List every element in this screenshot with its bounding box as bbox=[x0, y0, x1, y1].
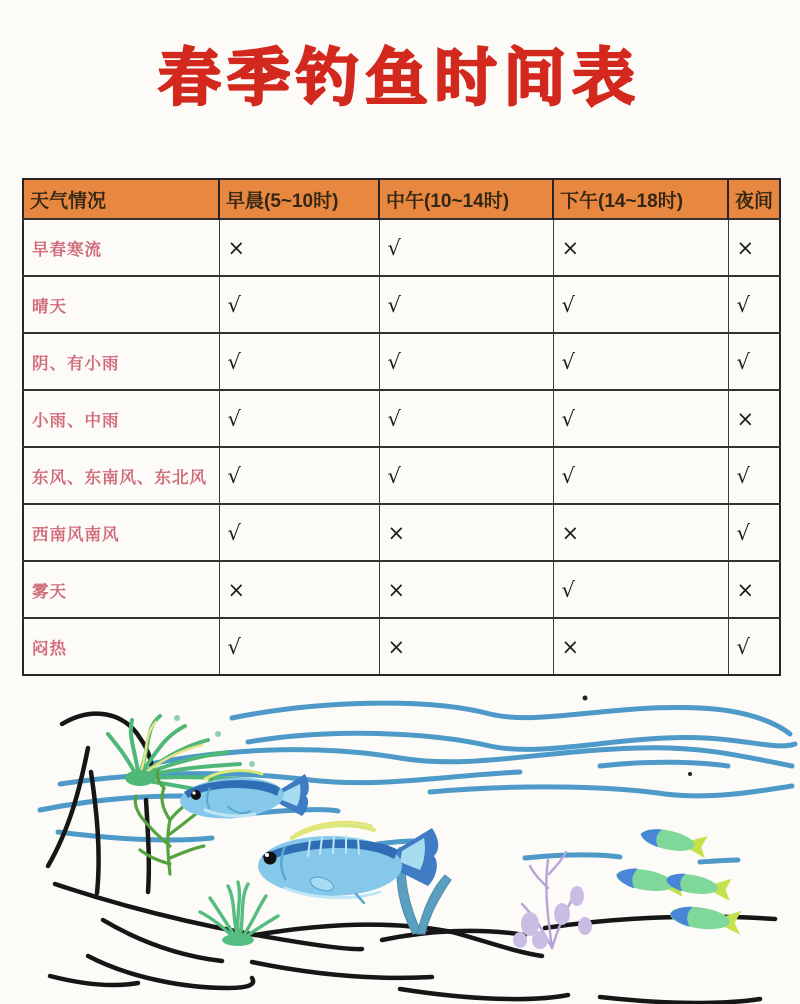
mark-cell: √ bbox=[553, 390, 728, 447]
mark-cell: √ bbox=[728, 618, 780, 675]
table-row bbox=[23, 447, 780, 504]
mark-cell: × bbox=[379, 504, 553, 561]
mark-cell: × bbox=[553, 219, 728, 276]
mark-cell: √ bbox=[553, 447, 728, 504]
mark-cell: × bbox=[219, 561, 379, 618]
mark-cell: √ bbox=[553, 561, 728, 618]
col-header-night: 夜间 bbox=[728, 179, 780, 219]
mark-cell: √ bbox=[219, 390, 379, 447]
mark-cell: × bbox=[553, 504, 728, 561]
table-row bbox=[23, 504, 780, 561]
col-header-afternoon: 下午(14~18时) bbox=[553, 179, 728, 219]
fishing-time-table bbox=[22, 178, 781, 676]
mark-cell: √ bbox=[379, 447, 553, 504]
lavender-seaweed-icon bbox=[513, 852, 592, 949]
green-fish-icon bbox=[639, 822, 710, 858]
mark-cell: √ bbox=[379, 219, 553, 276]
col-header-noon: 中午(10~14时) bbox=[379, 179, 553, 219]
underwater-illustration bbox=[0, 688, 800, 1004]
mark-cell: √ bbox=[728, 276, 780, 333]
mark-cell: √ bbox=[553, 333, 728, 390]
row-label: 闷热 bbox=[23, 618, 219, 675]
mark-cell: √ bbox=[553, 276, 728, 333]
row-label: 东风、东南风、东北风 bbox=[23, 447, 219, 504]
row-label: 晴天 bbox=[23, 276, 219, 333]
page-title: 春季钓鱼时间表 bbox=[158, 44, 642, 113]
mark-cell: × bbox=[379, 618, 553, 675]
row-label: 阴、有小雨 bbox=[23, 333, 219, 390]
mark-cell: × bbox=[728, 390, 780, 447]
mark-cell: √ bbox=[728, 333, 780, 390]
col-header-weather: 天气情况 bbox=[23, 179, 219, 219]
mark-cell: √ bbox=[219, 333, 379, 390]
table-row bbox=[23, 390, 780, 447]
mark-cell: × bbox=[553, 618, 728, 675]
table-row bbox=[23, 333, 780, 390]
mark-cell: √ bbox=[379, 276, 553, 333]
mark-cell: × bbox=[728, 561, 780, 618]
seafloor-lines-icon bbox=[50, 884, 775, 1003]
table-row bbox=[23, 276, 780, 333]
mark-cell: × bbox=[379, 561, 553, 618]
mark-cell: √ bbox=[219, 447, 379, 504]
table-header-row bbox=[23, 179, 780, 219]
green-fish-icon bbox=[665, 868, 734, 901]
row-label: 小雨、中雨 bbox=[23, 390, 219, 447]
mark-cell: √ bbox=[379, 390, 553, 447]
row-label: 西南风南风 bbox=[23, 504, 219, 561]
mark-cell: √ bbox=[728, 504, 780, 561]
mark-cell: √ bbox=[219, 618, 379, 675]
table-row bbox=[23, 561, 780, 618]
mark-cell: √ bbox=[379, 333, 553, 390]
mark-cell: √ bbox=[219, 504, 379, 561]
col-header-morning: 早晨(5~10时) bbox=[219, 179, 379, 219]
mark-cell: √ bbox=[219, 276, 379, 333]
mark-cell: × bbox=[728, 219, 780, 276]
row-label: 早春寒流 bbox=[23, 219, 219, 276]
mark-cell: √ bbox=[728, 447, 780, 504]
row-label: 雾天 bbox=[23, 561, 219, 618]
mark-cell: × bbox=[219, 219, 379, 276]
green-fish-icon bbox=[669, 901, 744, 935]
table-row bbox=[23, 618, 780, 675]
blue-fish-large-icon bbox=[258, 822, 438, 903]
table-row bbox=[23, 219, 780, 276]
